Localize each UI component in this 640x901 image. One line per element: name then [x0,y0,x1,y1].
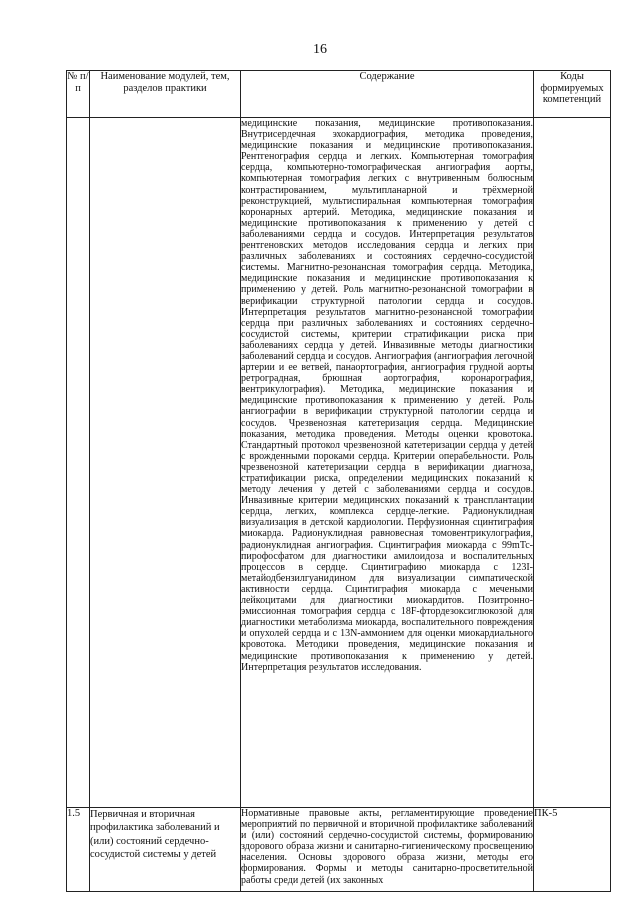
row-competence-code [534,118,611,808]
table-row [67,808,611,892]
header-name: Наименование модулей, тем, разделов практики [90,71,241,118]
row-competence-code: ПК-5 [534,808,611,892]
page-number: 16 [313,42,327,57]
row-content: медицинские показания, медицинские противопоказания. Внутрисердечная эхокардиография, методика проведения, медицинские показания и медицинские противопоказания. Рентгенография сердца и легких. Компьютерная томография сердца, компьютерно-томографическая ангиография аорты, компьютерная томография легких с внутривенным болюсным контрастированием, мультипланарной и трёхмерной реконструкцией, мультиспиральная компьютерная томография коронарных артерий. Методика, медицинские показания и медицинские противопоказания к применению у детей с заболеваниями сердца и сосудов. Интерпретация результатов рентгеновских методов исследования сердца и легких при различных заболеваниях и состояниях сердечно-сосудистой системы. Магнитно-резонансная томография сердца. Методика, медицинские показания и медицинские противопоказания к применению у детей. Роль магнитно-резонансной томографии в верификации структурной патологии сердца и сосудов. Интерпретация результатов магнитно-резонансной томографии сердца при различных заболеваниях и состояниях сердечно-сосудистой системы, критерии стратификации риска при заболеваниях сердца у детей. Инвазивные методы диагностики заболеваний сердца и сосудов. Ангиография (ангиография легочной артерии и ее ветвей, панаортография, ангиография грудной аорты ретроградная, брюшная аортография, коронарография, вентрикулография). Методика, медицинские показания и медицинские противопоказания к применению у детей. Роль ангиографии в верификации структурной патологии сердца и сосудов. Чрезвенозная катетеризация сердца. Медицинские показания, методика проведения. Методы оценки кровотока. Стандартный протокол чрезвенозной катетеризации сердца у детей с врожденными пороками сердца. Критерии операбельности. Роль чрезвенозной катетеризации сердца в верификации диагноза, стратификации риска, определении медицинских показаний к методу лечения у детей с заболеваниями сердца и сосудов. Инвазивные критерии медицинских показаний к трансплантации сердца, легких, комплекса сердце-легкие. Радионуклидная визуализация в детской кардиологии. Перфузионная сцинтиграфия миокарда. Радионуклидная равновесная томовентрикулография, радионуклидная ангиография. Сцинтиграфия миокарда с 99mTc-пирофосфатом для диагностики амилоидоза и воспалительных процессов в сердце. Сцинтиграфию миокарда с 123I-метайодбензилгуанидином для визуализации симпатической активности сердца. Сцинтиграфия миокарда с мечеными лейкоцитами для диагностики миокардитов. Позитронно-эмиссионная томография сердца с 18F-фтордезоксиглюкозой для диагностики метаболизма миокарда, воспалительного повреждения и опухолей сердца и с 13N-аммонием для оценки миокардиального кровотока. Методики проведения, медицинские показания и медицинские противопоказания к применению у детей. Интерпретация результатов исследования. [241,118,534,808]
table-row [67,118,611,808]
row-topic-name: Первичная и вторичная профилактика заболеваний и (или) состояний сердечно-сосудистой системы у детей [90,808,241,892]
row-number: 1.5 [67,808,90,892]
header-num: № п/п [67,71,90,118]
row-content: Нормативные правовые акты, регламентирующие проведение мероприятий по первичной и вторичной профилактике заболеваний и (или) состояний сердечно-сосудистой системы, формированию здорового образа жизни и санитарно-гигиеническому просвещению населения. Основы здорового образа жизни, методы его формирования. Формы и методы санитарно-просветительной работы среди детей (их законных [241,808,534,892]
header-content: Содержание [241,71,534,118]
row-number [67,118,90,808]
row-topic-name [90,118,241,808]
table-header-row [67,71,611,118]
header-codes: Коды формируемых компетенций [534,71,611,118]
curriculum-table [66,70,611,892]
